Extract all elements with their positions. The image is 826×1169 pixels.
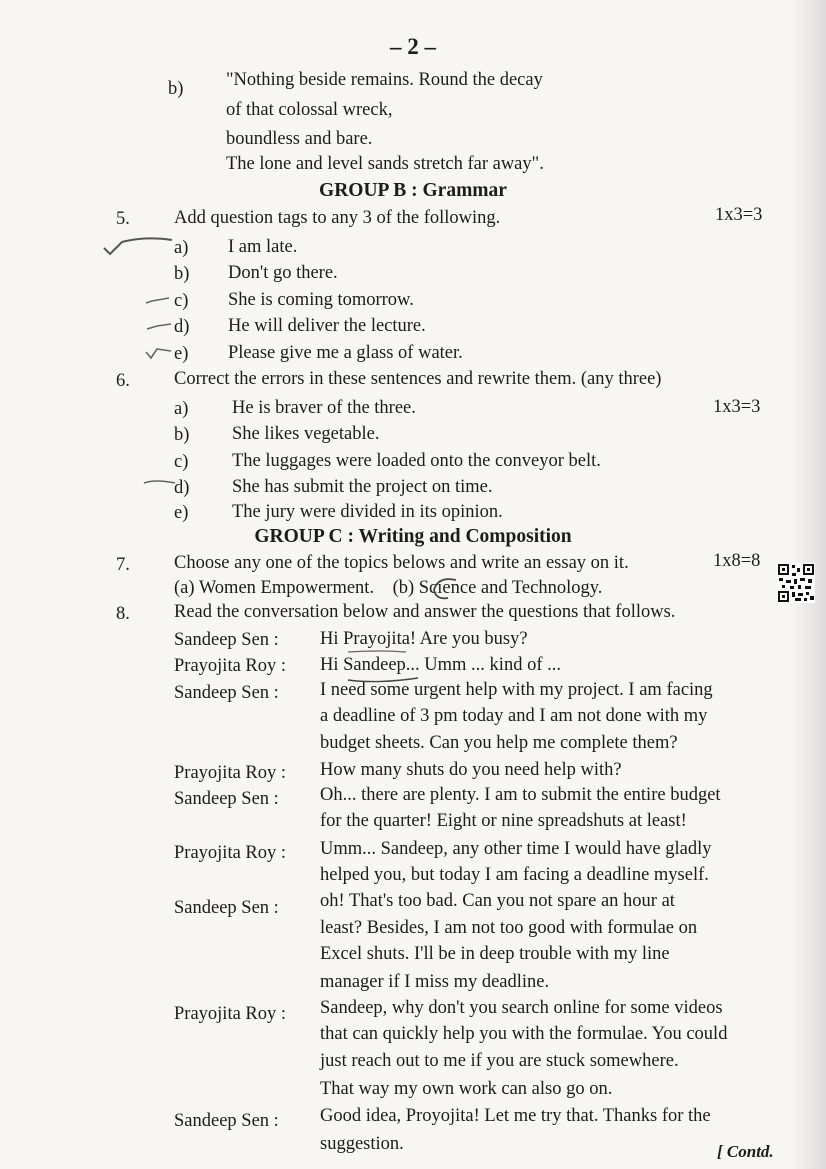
contd-note: [ Contd. bbox=[717, 1142, 774, 1161]
q6-item-text: She has submit the project on time. bbox=[232, 477, 493, 497]
dialogue-line: least? Besides, I am not too good with formulae on bbox=[320, 918, 698, 938]
q6-item-label: a) bbox=[174, 399, 189, 419]
q6-item-label: b) bbox=[174, 425, 190, 445]
q6-item-label: c) bbox=[174, 452, 189, 472]
dialogue-line: Excel shuts. I'll be in deep trouble with my line bbox=[320, 944, 670, 964]
qr-code-icon bbox=[777, 563, 815, 603]
dialogue-line: How many shuts do you need help with? bbox=[320, 760, 622, 780]
dialogue-line: oh! That's too bad. Can you not spare an hour at bbox=[320, 891, 675, 911]
q5-item-label: d) bbox=[174, 317, 190, 337]
q5-text: Add question tags to any 3 of the following. bbox=[174, 208, 501, 228]
q5-item-text: I am late. bbox=[228, 237, 298, 257]
dialogue-line: a deadline of 3 pm today and I am not done with my bbox=[320, 706, 708, 726]
poem-line: The lone and level sands stretch far away". bbox=[226, 154, 544, 174]
q7-text: Choose any one of the topics belows and write an essay on it. bbox=[174, 553, 629, 573]
dialogue-line: that can quickly help you with the formulae. You could bbox=[320, 1024, 728, 1044]
checkmark-icon bbox=[143, 291, 177, 371]
dialogue-line: Hi Prayojita! Are you busy? bbox=[320, 629, 528, 649]
page-number: – 2 – bbox=[390, 34, 436, 59]
dialogue-line: I need some urgent help with my project. I am facing bbox=[320, 680, 713, 700]
q6-item-text: The luggages were loaded onto the conveyor belt. bbox=[232, 451, 601, 471]
poem-line: of that colossal wreck, bbox=[226, 100, 393, 120]
q5-item-text: Please give me a glass of water. bbox=[228, 343, 463, 363]
q5-marks: 1x3=3 bbox=[715, 205, 763, 225]
group-b-heading: GROUP B : Grammar bbox=[319, 180, 507, 201]
dialogue-line: Oh... there are plenty. I am to submit the entire budget bbox=[320, 785, 721, 805]
q5-item-label: e) bbox=[174, 344, 189, 364]
q6-item-label: e) bbox=[174, 503, 189, 523]
speaker-label: Prayojita Roy : bbox=[174, 656, 287, 676]
dialogue-line: Hi Sandeep... Umm ... kind of ... bbox=[320, 655, 561, 675]
dialogue-line: Umm... Sandeep, any other time I would have gladly bbox=[320, 839, 712, 859]
q7-number: 7. bbox=[116, 555, 130, 575]
q6-item-label: d) bbox=[174, 478, 190, 498]
speaker-label: Sandeep Sen : bbox=[174, 789, 279, 809]
dialogue-line: helped you, but today I am facing a deadline myself. bbox=[320, 865, 709, 885]
q7-marks: 1x8=8 bbox=[713, 551, 761, 571]
dialogue-line: That way my own work can also go on. bbox=[320, 1079, 613, 1099]
q5-item-label: b) bbox=[174, 264, 190, 284]
dialogue-line: budget sheets. Can you help me complete them? bbox=[320, 733, 678, 753]
speaker-label: Prayojita Roy : bbox=[174, 763, 287, 783]
dialogue-line: Sandeep, why don't you search online for some videos bbox=[320, 998, 723, 1018]
speaker-label: Prayojita Roy : bbox=[174, 1004, 287, 1024]
q8-number: 8. bbox=[116, 604, 130, 624]
speaker-label: Sandeep Sen : bbox=[174, 683, 279, 703]
speaker-label: Prayojita Roy : bbox=[174, 843, 287, 863]
q6-item-text: The jury were divided in its opinion. bbox=[232, 502, 503, 522]
speaker-label: Sandeep Sen : bbox=[174, 630, 279, 650]
speaker-label: Sandeep Sen : bbox=[174, 1111, 279, 1131]
poem-label: b) bbox=[168, 79, 184, 99]
dialogue-line: for the quarter! Eight or nine spreadshuts at least! bbox=[320, 811, 687, 831]
q6-item-text: He is braver of the three. bbox=[232, 398, 416, 418]
q5-item-label: a) bbox=[174, 238, 189, 258]
q8-text: Read the conversation below and answer the questions that follows. bbox=[174, 602, 676, 622]
q6-text: Correct the errors in these sentences and rewrite them. (any three) bbox=[174, 369, 662, 389]
dialogue-line: just reach out to me if you are stuck somewhere. bbox=[320, 1051, 679, 1071]
q5-item-text: Don't go there. bbox=[228, 263, 338, 283]
dialogue-line: manager if I miss my deadline. bbox=[320, 972, 550, 992]
q5-item-text: He will deliver the lecture. bbox=[228, 316, 426, 336]
poem-line: "Nothing beside remains. Round the decay bbox=[226, 70, 543, 90]
checkmark-icon bbox=[141, 473, 181, 497]
checkmark-icon bbox=[100, 226, 180, 266]
underline-mark bbox=[318, 648, 428, 688]
dialogue-line: Good idea, Proyojita! Let me try that. Thanks for the bbox=[320, 1106, 711, 1126]
poem-line: boundless and bare. bbox=[226, 129, 373, 149]
q6-item-text: She likes vegetable. bbox=[232, 424, 380, 444]
group-c-heading: GROUP C : Writing and Composition bbox=[254, 526, 572, 547]
q5-item-label: c) bbox=[174, 291, 189, 311]
q5-item-text: She is coming tomorrow. bbox=[228, 290, 414, 310]
q6-number: 6. bbox=[116, 371, 130, 391]
dialogue-line: suggestion. bbox=[320, 1134, 404, 1154]
speaker-label: Sandeep Sen : bbox=[174, 898, 279, 918]
circle-mark bbox=[430, 576, 460, 602]
q6-marks: 1x3=3 bbox=[713, 397, 761, 417]
q5-number: 5. bbox=[116, 209, 130, 229]
q7-options: (a) Women Empowerment. (b) Science and Technology. bbox=[174, 578, 603, 598]
